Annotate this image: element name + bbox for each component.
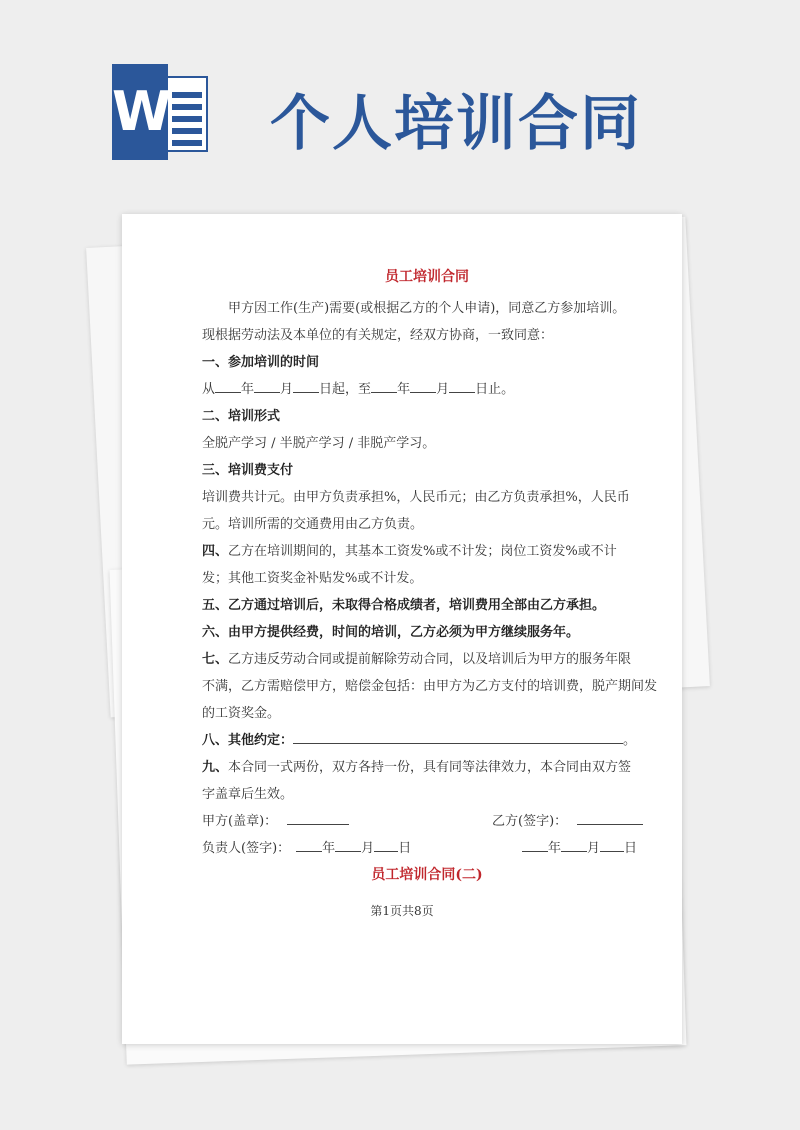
- document-title-2: 员工培训合同(二): [371, 867, 483, 883]
- section-6: 六、由甲方提供经费，时间的培训，乙方必须为甲方继续服务年。: [202, 625, 580, 640]
- section-3-text-1: 培训费共计元。由甲方负责承担%，人民币元；由乙方负责承担%，人民币: [202, 490, 630, 505]
- document-page: [122, 214, 682, 1044]
- document-body: [202, 214, 658, 889]
- word-letter: W: [112, 64, 168, 160]
- section-4-line-1: 四、乙方在培训期间的，其基本工资发%或不计发；岗位工资发%或不计: [202, 544, 617, 559]
- page-number: 第1页共8页: [370, 904, 434, 918]
- section-5: 五、乙方通过培训后，未取得合格成绩者，培训费用全部由乙方承担。: [202, 598, 606, 613]
- intro-line-2: 现根据劳动法及本单位的有关规定，经双方协商，一致同意：: [202, 328, 554, 343]
- section-9-line-1: 九、本合同一式两份，双方各持一份，具有同等法律效力，本合同由双方签: [202, 760, 632, 775]
- section-7-line-3: 的工资奖金。: [202, 706, 281, 721]
- section-2-heading: 二、培训形式: [202, 409, 281, 424]
- section-1-dates: 从 年 月 日起，至 年 月 日止。: [202, 376, 652, 403]
- page-title: 个人培训合同: [270, 89, 642, 159]
- section-7-line-2: 不满，乙方需赔偿甲方，赔偿金包括：由甲方为乙方支付的培训费，脱产期间发: [202, 679, 658, 694]
- section-8: 八、其他约定： 。: [202, 727, 652, 754]
- word-document-icon: [112, 64, 212, 160]
- section-9-line-2: 字盖章后生效。: [202, 787, 294, 802]
- section-3-text-2: 元。培训所需的交通费用由乙方负责。: [202, 517, 424, 532]
- section-4-line-2: 发；其他工资奖金补贴发%或不计发。: [202, 571, 423, 586]
- signature-row: 甲方(盖章)： 乙方(签字)：: [202, 808, 652, 835]
- intro-line-1: 甲方因工作(生产)需要(或根据乙方的个人申请)，同意乙方参加培训。: [228, 301, 626, 316]
- section-3-heading: 三、培训费支付: [202, 463, 294, 478]
- section-1-heading: 一、参加培训的时间: [202, 355, 320, 370]
- section-2-text: 全脱产学习 / 半脱产学习 / 非脱产学习。: [202, 436, 436, 451]
- signature-date-row: 负责人(签字)： 年 月 日 年 月 日: [202, 835, 652, 862]
- banner: [0, 0, 800, 200]
- section-7-line-1: 七、乙方违反劳动合同或提前解除劳动合同，以及培训后为甲方的服务年限: [202, 652, 632, 667]
- document-title: 员工培训合同: [385, 269, 469, 285]
